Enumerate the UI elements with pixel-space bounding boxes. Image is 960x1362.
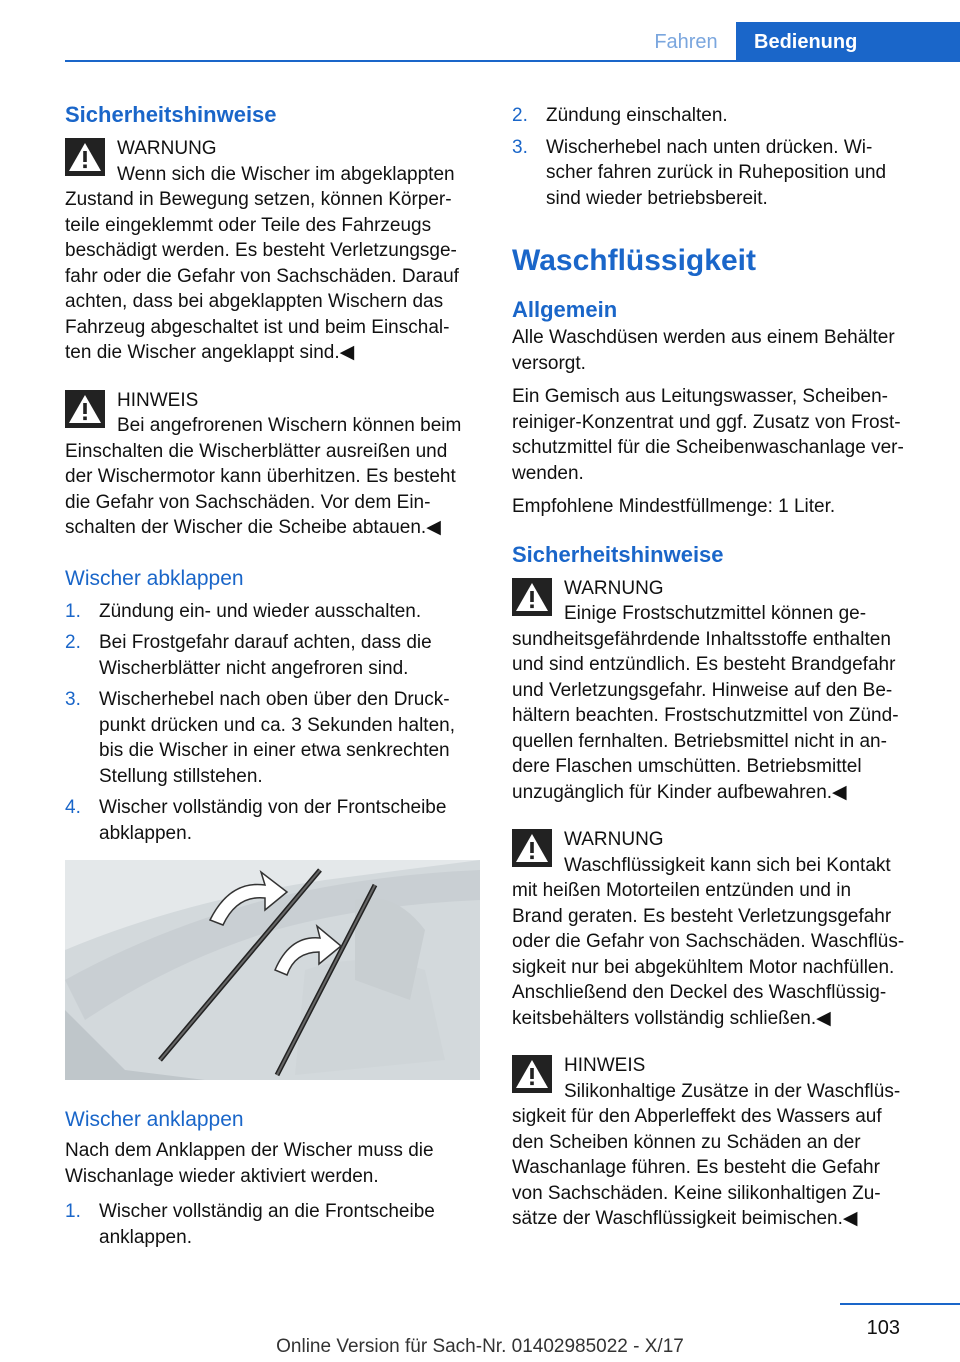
warning-note-1 <box>65 136 483 366</box>
note-text-line: keitsbehälters vollständig schließen.◀ <box>512 1007 831 1029</box>
page-number: 103 <box>866 1317 900 1339</box>
right-column <box>512 100 926 1232</box>
note-text-line: und sind entzündlich. Es besteht Brandgefahr <box>512 654 896 675</box>
allgemein-paragraph-1 <box>512 325 926 376</box>
step-text-line: Bei Frostgefahr darauf achten, dass die <box>99 632 432 653</box>
step-item <box>65 630 483 681</box>
step-text-line: Wischerhebel nach oben über den Druck- <box>99 689 450 710</box>
step-number: 1. <box>65 1201 81 1222</box>
paragraph-line: Ein Gemisch aus Leitungswasser, Scheiben- <box>512 386 888 407</box>
note-text-line: schalten der Wischer die Scheibe abtauen.◀ <box>65 517 441 538</box>
warning-triangle-icon <box>512 829 552 867</box>
warning-triangle-icon <box>65 138 105 176</box>
note-text-line: mit heißen Motorteilen entzünden und in <box>512 880 852 901</box>
step-item <box>512 103 926 129</box>
step-text-line: Stellung stillstehen. <box>99 765 263 787</box>
warning-note-3 <box>512 827 926 1031</box>
step-text-line: punkt drücken und ca. 3 Sekunden halten, <box>99 714 455 736</box>
note-label: HINWEIS <box>117 389 199 411</box>
paragraph-line: versorgt. <box>512 352 586 374</box>
note-text-line: beschädigt werden. Es besteht Verletzungsge- <box>65 240 457 261</box>
note-text-line: Fahrzeug abgeschaltet ist und beim Einschal- <box>65 316 450 338</box>
note-text-line: hältern beachten. Frostschutzmittel von Zünd- <box>512 705 899 726</box>
paragraph-line: Nach dem Anklappen der Wischer muss die <box>65 1140 434 1161</box>
anklappen-text <box>65 1138 483 1189</box>
note-text-line: ten die Wischer angeklappt sind.◀ <box>65 342 355 363</box>
step-text-line: Zündung einschalten. <box>546 105 728 126</box>
step-number: 3. <box>512 136 528 158</box>
note-label: WARNUNG <box>117 138 217 159</box>
note-label: WARNUNG <box>564 577 664 599</box>
paragraph-line: Wischanlage wieder aktiviert werden. <box>65 1165 379 1187</box>
note-text-line: oder die Gefahr von Sachschäden. Waschflüs- <box>512 931 905 952</box>
note-text-line: Bei angefrorenen Wischern können beim <box>117 415 462 436</box>
note-text-line: quellen fernhalten. Betriebsmittel nicht in an- <box>512 730 887 752</box>
note-text-line: Zustand in Bewegung setzen, können Körper- <box>65 189 452 210</box>
allgemein-paragraph-2 <box>512 384 926 486</box>
step-item <box>65 687 483 789</box>
step-text-line: abklappen. <box>99 822 192 844</box>
warning-note-2 <box>512 576 926 806</box>
left-column <box>65 100 483 1256</box>
heading-waschfluessigkeit: Waschflüssigkeit <box>512 244 756 277</box>
header-rule <box>65 60 960 62</box>
note-text-line: Einige Frostschutzmittel können ge- <box>564 603 867 624</box>
paragraph-line: reiniger-Konzentrat und ggf. Zusatz von Frost- <box>512 411 901 433</box>
paragraph-line: Alle Waschdüsen werden aus einem Behälter <box>512 327 895 348</box>
tab-fahren[interactable]: Fahren <box>636 22 736 62</box>
note-text-line: der Wischermotor kann überhitzen. Es besteht <box>65 466 456 487</box>
note-text-line: den Scheiben können zu Schäden an der <box>512 1131 861 1153</box>
warning-triangle-icon <box>512 1055 552 1093</box>
wiper-illustration <box>65 860 480 1080</box>
note-text-line: fahr oder die Gefahr von Sachschäden. Darauf <box>65 265 459 287</box>
step-number: 1. <box>65 600 81 622</box>
steps-continued <box>512 103 926 211</box>
step-text-line: Wischer vollständig an die Frontscheibe <box>99 1201 435 1222</box>
note-text-line: dere Flaschen umschütten. Betriebsmittel <box>512 756 862 777</box>
heading-sicherheitshinweise-2: Sicherheitshinweise <box>512 541 724 567</box>
step-item <box>65 795 483 846</box>
note-text-line: sigkeit nur bei abgekühltem Motor nachfüllen. <box>512 956 895 978</box>
step-text-line: Wischerblätter nicht angefroren sind. <box>99 657 409 679</box>
note-text-line: Anschließend den Deckel des Waschflüssig- <box>512 982 887 1003</box>
note-text-line: die Gefahr von Sachschäden. Vor dem Ein- <box>65 491 431 513</box>
heading-wischer-anklappen: Wischer anklappen <box>65 1108 244 1131</box>
step-item <box>65 1199 483 1250</box>
note-text-line: teile eingeklemmt oder Teile des Fahrzeugs <box>65 214 432 236</box>
tab-bedienung[interactable]: Bedienung <box>736 22 960 62</box>
note-text-line: Wenn sich die Wischer im abgeklappten <box>117 163 455 185</box>
note-text-line: und Verletzungsgefahr. Hinweise auf den Be- <box>512 679 893 701</box>
note-text-line: Waschflüssigkeit kann sich bei Kontakt <box>564 854 891 876</box>
note-text-line: sigkeit für den Abperleffekt des Wassers auf <box>512 1106 882 1127</box>
note-text-line: achten, dass bei abgeklappten Wischern das <box>65 291 444 312</box>
footer-rule <box>840 1303 960 1305</box>
heading-allgemein: Allgemein <box>512 297 618 322</box>
step-number: 4. <box>65 797 81 818</box>
warning-triangle-icon <box>512 578 552 616</box>
steps-anklappen <box>65 1199 483 1250</box>
allgemein-paragraph-3: Empfohlene Mindestfüllmenge: 1 Liter. <box>512 496 836 517</box>
note-text-line: Brand geraten. Es besteht Verletzungsgefahr <box>512 905 892 927</box>
step-number: 2. <box>65 632 81 653</box>
note-text-line: unzugänglich für Kinder aufbewahren.◀ <box>512 781 847 803</box>
hint-note-1 <box>65 388 483 541</box>
hint-note-2 <box>512 1053 926 1232</box>
step-text-line: bis die Wischer in einer etwa senkrechten <box>99 740 450 761</box>
step-number: 3. <box>65 689 81 710</box>
step-number: 2. <box>512 105 528 126</box>
note-text-line: sätze der Waschflüssigkeit beimischen.◀ <box>512 1208 858 1229</box>
online-version-note: Online Version für Sach-Nr. 01402985022 - X/17 <box>276 1336 684 1357</box>
step-text-line: Zündung ein- und wieder ausschalten. <box>99 600 422 622</box>
heading-sicherheitshinweise: Sicherheitshinweise <box>65 102 277 127</box>
step-text-line: Wischer vollständig von der Frontscheibe <box>99 797 447 818</box>
note-text-line: Silikonhaltige Zusätze in der Waschflüs- <box>564 1080 901 1102</box>
note-label: HINWEIS <box>564 1055 646 1076</box>
step-text-line: anklappen. <box>99 1226 192 1248</box>
step-text-line: scher fahren zurück in Ruheposition und <box>546 162 887 183</box>
note-text-line: von Sachschäden. Keine silikonhaltigen Zu- <box>512 1182 881 1204</box>
steps-abklappen <box>65 599 483 847</box>
note-text-line: Einschalten die Wischerblätter ausreißen und <box>65 440 448 462</box>
note-text-line: sundheitsgefährdende Inhaltsstoffe enthalten <box>512 628 891 650</box>
note-label: WARNUNG <box>564 829 664 850</box>
paragraph-line: wenden. <box>512 462 584 484</box>
note-text-line: Waschanlage führen. Es besteht die Gefahr <box>512 1157 880 1178</box>
step-item <box>512 135 926 212</box>
step-item <box>65 599 483 625</box>
warning-triangle-icon <box>65 390 105 428</box>
step-text-line: sind wieder betriebsbereit. <box>546 187 768 209</box>
step-text-line: Wischerhebel nach unten drücken. Wi- <box>546 136 873 158</box>
page-header <box>0 22 960 62</box>
paragraph-line: schutzmittel für die Scheibenwaschanlage ver- <box>512 437 904 458</box>
heading-wischer-abklappen: Wischer abklappen <box>65 566 244 590</box>
